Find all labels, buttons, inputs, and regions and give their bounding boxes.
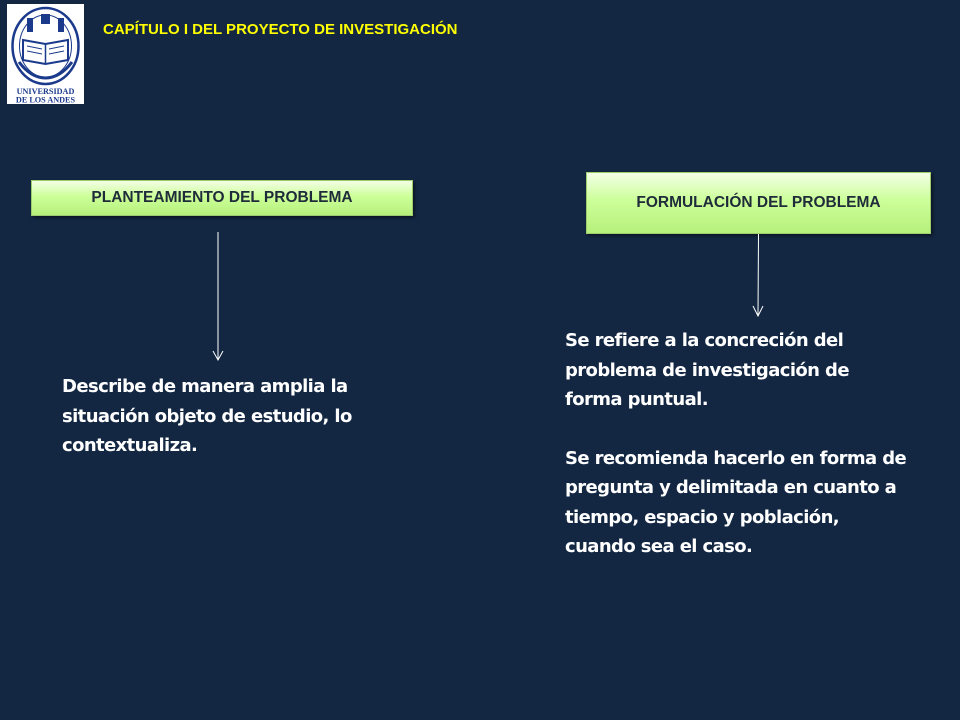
planteamiento-box <box>31 180 413 216</box>
formulacion-label: FORMULACIÓN DEL PROBLEMA <box>636 194 881 211</box>
formulacion-box <box>586 172 931 234</box>
formulacion-description-1: Se refiere a la concreción del problema de investigación de forma puntual. <box>565 330 849 410</box>
left-down-arrow <box>211 232 225 362</box>
formulacion-description-2: Se recomienda hacerlo en forma de pregunta y delimitada en cuanto a tiempo, espacio y población, cuando sea el caso. <box>565 447 907 557</box>
svg-text:UNIVERSIDAD: UNIVERSIDAD <box>16 87 75 96</box>
university-logo <box>7 4 84 104</box>
chapter-title: CAPÍTULO I DEL PROYECTO DE INVESTIGACIÓN <box>103 21 458 38</box>
university-crest-icon <box>7 4 84 104</box>
right-down-arrow <box>750 234 766 318</box>
planteamiento-description: Describe de manera amplia la situación objeto de estudio, lo contextualiza. <box>62 376 352 456</box>
planteamiento-label: PLANTEAMIENTO DEL PROBLEMA <box>91 189 353 206</box>
formulacion-description <box>565 326 910 562</box>
svg-text:DE LOS ANDES: DE LOS ANDES <box>15 95 76 104</box>
